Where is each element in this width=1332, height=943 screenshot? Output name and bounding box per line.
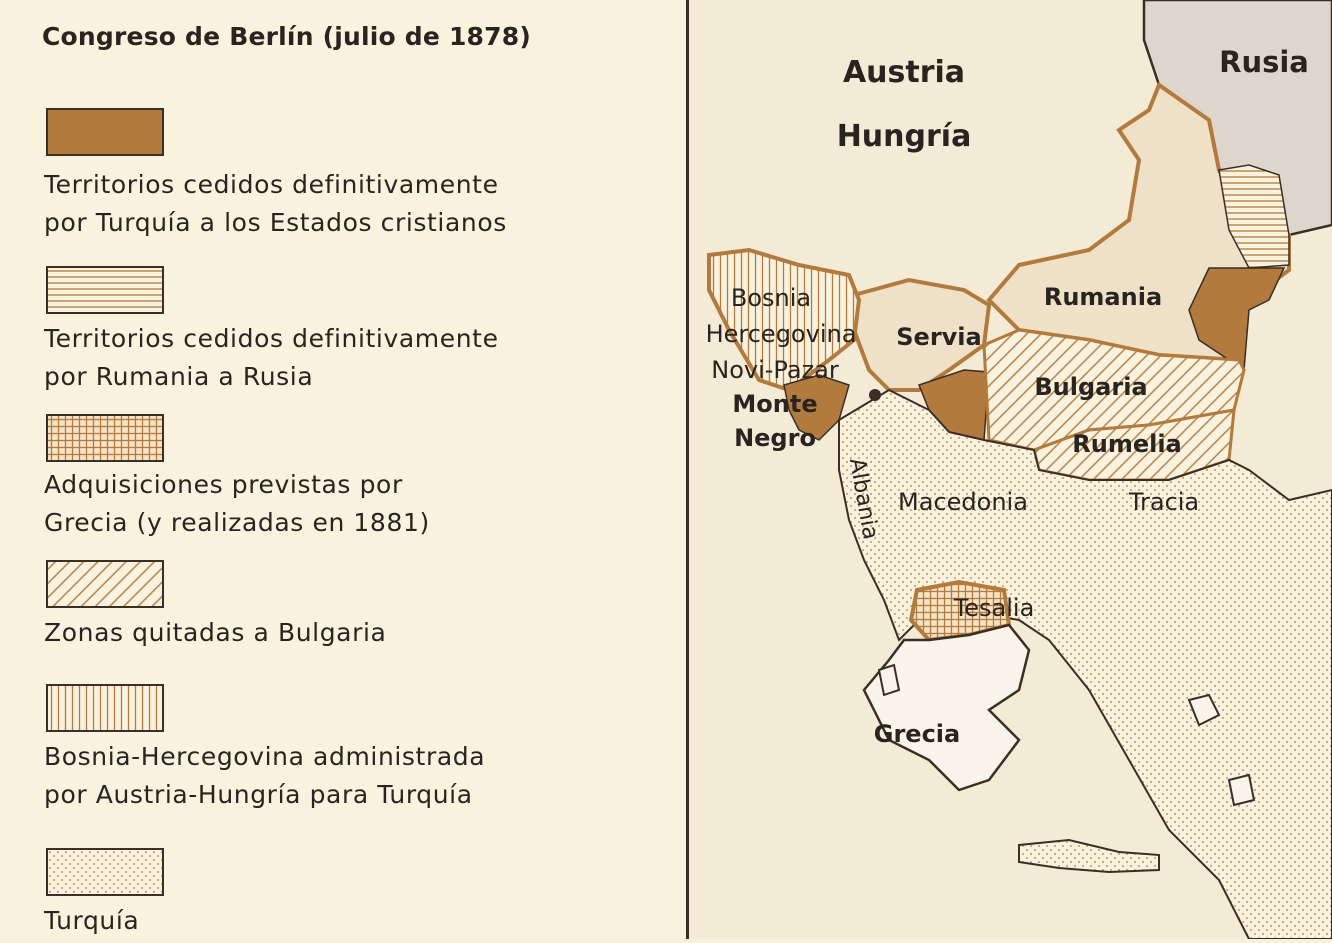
label-rusia: Rusia	[1219, 45, 1309, 79]
label-hungria: Hungría	[836, 119, 972, 154]
island-aegean-2	[1229, 775, 1254, 805]
label-rumania: Rumania	[1043, 283, 1163, 311]
label-grecia: Grecia	[873, 720, 961, 748]
swatch-ceded-by-turkey	[46, 108, 164, 156]
legend-item-2-line1: Territorios cedidos definitivamente	[44, 324, 499, 353]
legend-item-1-text	[44, 166, 507, 242]
label-rumelia: Rumelia	[1072, 430, 1182, 458]
legend-item-5-line2: por Austria-Hungría para Turquía	[44, 780, 473, 809]
swatch-ceded-by-rumania	[46, 266, 164, 314]
label-austria: Austria	[842, 55, 966, 90]
label-servia: Servia	[896, 323, 982, 351]
legend-item-2-line2: por Rumania a Rusia	[44, 362, 314, 391]
balkans-map	[689, 0, 1332, 939]
label-macedonia: Macedonia	[898, 488, 1028, 516]
legend-item-5-text	[44, 738, 485, 814]
label-tracia: Tracia	[1128, 488, 1200, 516]
legend-item-5-line1: Bosnia-Hercegovina administrada	[44, 742, 486, 771]
legend-item-6-text	[44, 902, 139, 940]
legend-item-4-line1: Zonas quitadas a Bulgaria	[44, 618, 387, 647]
label-albania: Albania	[843, 456, 883, 542]
legend-item-1-line1: Territorios cedidos definitivamente	[44, 170, 499, 199]
legend-item-4-text	[44, 614, 386, 652]
legend-item-1-line2: por Turquía a los Estados cristianos	[44, 208, 507, 237]
swatch-taken-from-bulgaria	[46, 560, 164, 608]
legend-item-6-line1: Turquía	[44, 906, 140, 935]
swatch-bosnia-administered	[46, 684, 164, 732]
legend-item-2-text	[44, 320, 499, 396]
label-hercegovina: Hercegovina	[705, 320, 857, 348]
legend-item-3-line1: Adquisiciones previstas por	[44, 470, 403, 499]
swatch-turkey	[46, 848, 164, 896]
swatch-greek-acquisitions	[46, 414, 164, 462]
label-monte: Monte	[732, 390, 818, 418]
city-marker	[869, 389, 881, 401]
label-negro: Negro	[734, 424, 816, 452]
legend-title: Congreso de Berlín (julio de 1878)	[42, 22, 531, 51]
label-novipazar: Novi-Pazar	[711, 356, 839, 384]
label-bulgaria: Bulgaria	[1034, 373, 1148, 401]
legend-item-3-line2: Grecia (y realizadas en 1881)	[44, 508, 430, 537]
legend-item-3-text	[44, 466, 430, 542]
map-panel	[689, 0, 1332, 939]
label-tesalia: Tesalia	[953, 594, 1035, 622]
label-bosnia: Bosnia	[730, 284, 812, 312]
